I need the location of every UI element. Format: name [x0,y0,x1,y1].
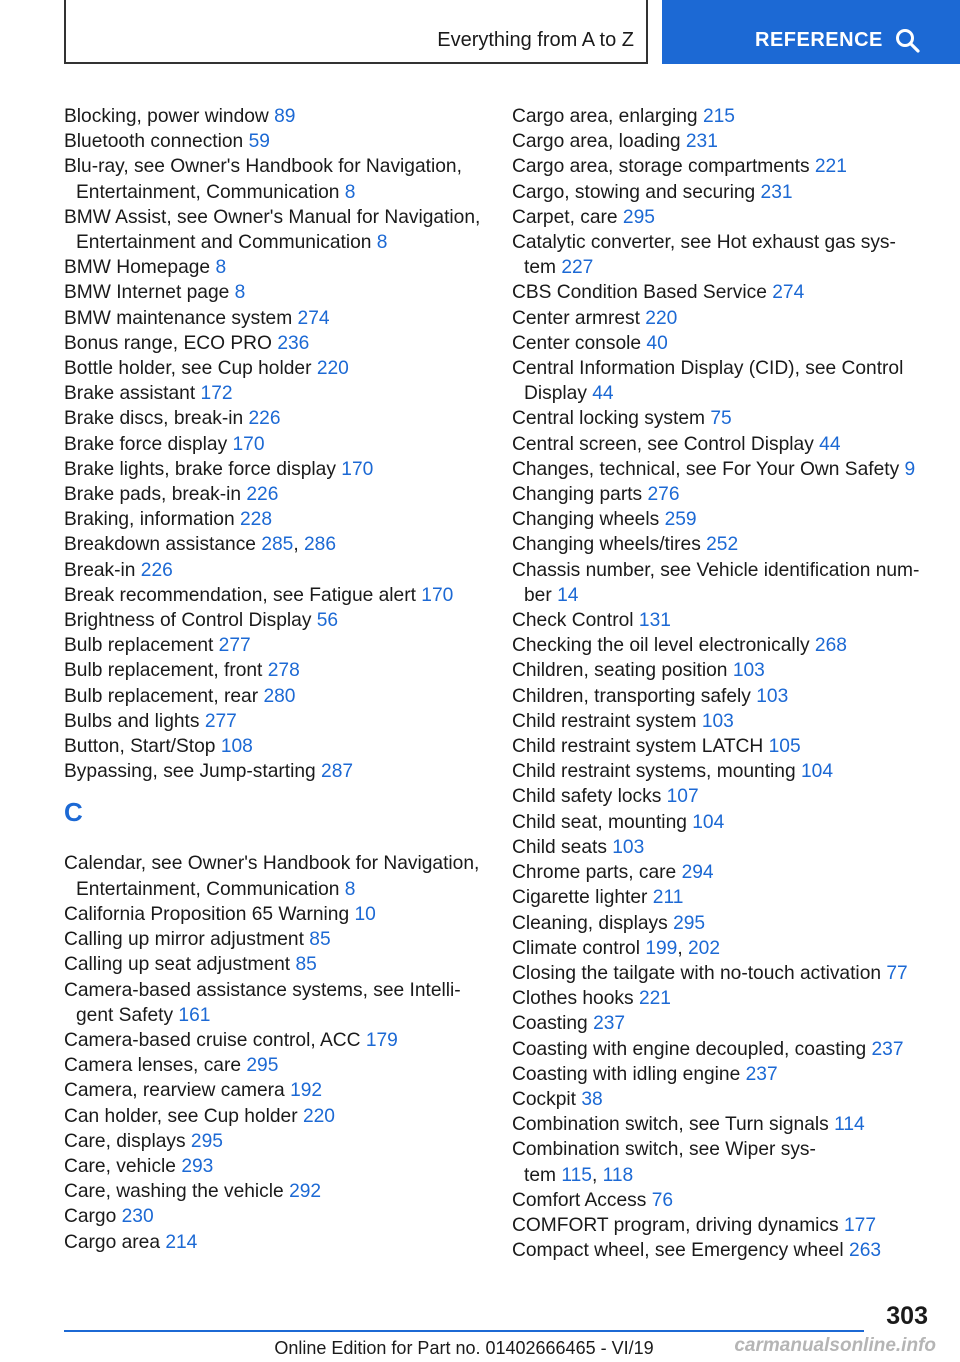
entry-term: Child restraint system LATCH [512,736,764,758]
page-link[interactable]: 237 [745,1063,778,1085]
index-entry [512,154,926,179]
entry-term: Cargo area, storage compartments [512,156,810,178]
entry-term: Changing wheels [512,509,660,531]
page-link[interactable]: 103 [732,660,765,682]
entry-term: Cockpit [512,1088,576,1110]
page-link[interactable]: 236 [277,332,310,354]
entry-term: Bulbs and lights [64,710,200,732]
page-link[interactable]: 103 [701,710,734,732]
index-entry [64,583,484,608]
index-entry: Breakdown assistance 285, 286 [64,534,337,556]
page-link[interactable]: 295 [622,206,655,228]
index-entry [64,1078,484,1103]
entry-term-continued: tem [524,257,556,279]
index-entry [64,356,484,381]
index-entry [512,1188,926,1213]
index-entry [64,709,484,734]
entry-term: Cigarette lighter [512,887,648,909]
index-entry [512,709,926,734]
index-entry [64,1204,484,1229]
entry-term: Bypassing, see Jump-starting [64,761,316,783]
entry-term: Bluetooth connection [64,131,244,153]
entry-term: Changing parts [512,484,643,506]
entry-term: Central locking system [512,408,706,430]
entry-term: Cargo area [64,1231,160,1253]
page-link[interactable]: 295 [673,912,706,934]
index-entry [512,331,926,356]
entry-term: Checking the oil level electronically [512,635,810,657]
index-entry [64,381,484,406]
entry-term: Camera lenses, care [64,1055,242,1077]
entry-term: Children, seating position [512,660,728,682]
entry-term: Children, transporting safely [512,685,751,707]
entry-term: BMW maintenance system [64,307,293,329]
page-link[interactable]: 170 [341,458,374,480]
entry-term: BMW Internet page [64,282,230,304]
entry-term: Cargo, stowing and securing [512,181,756,203]
page-link[interactable]: 103 [756,685,789,707]
page-link[interactable]: 295 [246,1055,279,1077]
page-link[interactable]: 44 [819,433,841,455]
index-entry [64,1028,484,1053]
page-link[interactable]: 8 [234,282,246,304]
index-entry [512,885,926,910]
entry-term: Combination switch, see Turn signals [512,1114,829,1136]
entry-term: Bonus range, ECO PRO [64,332,272,354]
index-entry [512,1213,926,1238]
entry-term: Camera, rearview camera [64,1080,285,1102]
page-link[interactable]: 89 [274,106,296,127]
page-link[interactable]: 237 [593,1013,626,1035]
entry-term: Bulb replacement, front [64,660,263,682]
index-entry [512,306,926,331]
watermark: carmanualsonline.info [734,1335,936,1356]
index-entry [64,734,484,759]
entry-term: Compact wheel, see Emergency wheel [512,1240,844,1262]
entry-term: Coasting with engine decoupled, coasting [512,1038,867,1060]
page-link[interactable]: 40 [646,332,668,354]
index-entry [512,684,926,709]
index-entry [512,230,926,280]
page-link[interactable]: 274 [772,282,805,304]
search-icon[interactable] [895,28,921,54]
entry-term-continued: Entertainment, Communication [76,878,340,900]
page-link[interactable]: 280 [263,685,296,707]
entry-term: Carpet, care [512,206,618,228]
page-link[interactable]: 199 [645,937,678,959]
page-link[interactable]: 274 [297,307,330,329]
entry-term: Coasting [512,1013,588,1035]
index-entry [64,658,484,683]
page-link[interactable]: 103 [612,836,645,858]
index-entry [512,633,926,658]
entry-term: Can holder, see Cup holder [64,1105,298,1127]
entry-term: Brake discs, break-in [64,408,244,430]
entry-term: Child seat, mounting [512,811,687,833]
page-link[interactable]: 8 [215,257,227,279]
page-link[interactable]: 214 [165,1231,198,1253]
page-link[interactable]: 10 [354,903,376,925]
index-entry [512,180,926,205]
entry-term: Bulb replacement [64,635,214,657]
index-entry [512,986,926,1011]
index-entry [64,1104,484,1129]
entry-term: Central Information Display (CID), see Control [512,358,904,380]
entry-term: Blocking, power window [64,106,269,127]
entry-term: BMW Homepage [64,257,211,279]
index-entry [64,902,484,927]
entry-term: Changes, technical, see For Your Own Safety [512,458,900,480]
index-entry [512,784,926,809]
page-link[interactable]: 221 [814,156,847,178]
page-link[interactable]: 85 [295,954,317,976]
index-entry [64,406,484,431]
index-entry: Combination switch, see Wiper sys- tem 115, 118 [512,1139,816,1186]
index-entry [64,104,484,129]
index-entry [512,911,926,936]
entry-term-continued: tem [524,1164,556,1186]
page-link[interactable]: 230 [121,1206,154,1228]
index-entry [512,558,926,608]
index-entry [64,1154,484,1179]
index-entry [64,507,484,532]
index-entry [64,851,484,901]
page-link[interactable]: 231 [760,181,793,203]
page-link[interactable]: 9 [904,458,916,480]
entry-term: Brake pads, break-in [64,484,242,506]
entry-term: Brake lights, brake force display [64,458,336,480]
page-link[interactable]: 285 [261,534,294,556]
index-entry [64,457,484,482]
page-link[interactable]: 179 [365,1029,398,1051]
index-entry [512,860,926,885]
footer-rule [64,1330,864,1332]
entry-term: Check Control [512,610,634,632]
page-link[interactable]: 226 [248,408,281,430]
entry-term: Closing the tailgate with no-touch activation [512,962,882,984]
page-link[interactable]: 104 [692,811,725,833]
entry-term: California Proposition 65 Warning [64,903,350,925]
page-link[interactable]: 14 [557,584,579,606]
page-link[interactable]: 295 [190,1130,223,1152]
index-entry [512,608,926,633]
entry-term: Bulb replacement, rear [64,685,259,707]
entry-term: Comfort Access [512,1189,647,1211]
index-entry [64,331,484,356]
page-link[interactable]: 115 [561,1164,592,1186]
page-link[interactable]: 105 [768,736,801,758]
entry-term: Central screen, see Control Display [512,433,814,455]
page-link[interactable]: 177 [843,1214,876,1236]
index-entry [512,280,926,305]
entry-term: Calendar, see Owner's Handbook for Navigation, [64,853,480,875]
page-link[interactable]: 277 [204,710,237,732]
edition-note: Online Edition for Part no. 01402666465 - VI/19 [274,1338,654,1358]
entry-term: Changing wheels/tires [512,534,701,556]
entry-term: Cargo area, loading [512,131,681,153]
page-link[interactable]: 211 [652,887,684,909]
page-link[interactable]: 259 [664,509,697,531]
index-entry [512,1062,926,1087]
index-entry [512,482,926,507]
entry-term: Catalytic converter, see Hot exhaust gas sys- [512,232,896,254]
entry-term: Center armrest [512,307,640,329]
index-entry [512,759,926,784]
index-entry [512,1037,926,1062]
entry-term: Child restraint systems, mounting [512,761,796,783]
entry-term: Cargo area, enlarging [512,106,698,127]
entry-term: BMW Assist, see Owner's Manual for Navigation, [64,206,481,228]
page-link[interactable]: 8 [344,878,356,900]
index-entry [64,1053,484,1078]
index-entry [64,952,484,977]
entry-term: Coasting with idling engine [512,1063,741,1085]
index-entry [64,154,484,204]
page-link[interactable]: 294 [681,862,714,884]
index-entry [64,927,484,952]
index-entry [512,835,926,860]
page-link[interactable]: 8 [376,232,388,254]
page-link[interactable]: 292 [289,1181,322,1203]
entry-term: Child safety locks [512,786,662,808]
page-link[interactable]: 118 [602,1164,634,1186]
page-link[interactable]: 220 [302,1105,335,1127]
page-link[interactable]: 59 [248,131,270,153]
entry-term: COMFORT program, driving dynamics [512,1214,839,1236]
page-link[interactable]: 38 [581,1088,603,1110]
page-link[interactable]: 221 [638,988,671,1010]
page-link[interactable]: 286 [304,534,337,556]
header-section-box [64,0,648,64]
page-link[interactable]: 278 [267,660,300,682]
index-entry [64,608,484,633]
page-link[interactable]: 85 [309,929,331,951]
index-entry [512,961,926,986]
page-link[interactable]: 75 [710,408,732,430]
entry-term: Camera-based assistance systems, see Intelli- [64,979,461,1001]
page-link[interactable]: 252 [706,534,739,556]
index-entry [512,734,926,759]
index-entry [64,684,484,709]
page-link[interactable]: 293 [181,1155,214,1177]
page-link[interactable]: 77 [886,962,908,984]
index-entry [64,1230,484,1255]
index-entry [512,532,926,557]
entry-term-continued: ber [524,584,552,606]
page-link[interactable]: 228 [239,509,272,531]
entry-term: Break-in [64,559,136,581]
entry-term-continued: Entertainment, Communication [76,181,340,203]
page-link[interactable]: 276 [647,484,680,506]
entry-term: Bottle holder, see Cup holder [64,358,312,380]
page-link[interactable]: 237 [871,1038,904,1060]
entry-term-continued: gent Safety [76,1004,174,1026]
entry-term: Clothes hooks [512,988,634,1010]
page-link[interactable]: 192 [290,1080,323,1102]
index-letter-heading: C [64,797,83,828]
entry-term: Child restraint system [512,710,697,732]
entry-term: Center console [512,332,642,354]
index-entry [512,129,926,154]
entry-term: Breakdown assistance [64,534,256,556]
index-entry: Climate control 199, 202 [512,937,721,959]
entry-term: Care, washing the vehicle [64,1181,284,1203]
page-number: 303 [886,1302,928,1330]
entry-term: Care, vehicle [64,1155,176,1177]
page-link[interactable]: 108 [220,736,253,758]
index-entry [64,978,484,1028]
index-entry [512,406,926,431]
page-link[interactable]: 220 [316,358,349,380]
entry-term: Button, Start/Stop [64,736,216,758]
index-entry [512,1112,926,1137]
entry-term-continued: Display [524,383,587,405]
index-column-left [64,104,484,1255]
entry-term: Chrome parts, care [512,862,677,884]
entry-term: Braking, information [64,509,235,531]
index-entry [512,356,926,406]
page-link[interactable]: 56 [316,610,339,632]
entry-term: Break recommendation, see Fatigue alert [64,584,416,606]
chapter-label: REFERENCE [755,29,883,51]
index-entry [512,658,926,683]
page-link[interactable]: 202 [688,937,721,959]
entry-term: Brake force display [64,433,228,455]
index-entry [64,432,484,457]
entry-term: Climate control [512,937,640,959]
entry-term: Combination switch, see Wiper sys- [512,1139,816,1161]
index-entry [64,255,484,280]
index-entry [64,1129,484,1154]
index-entry [512,507,926,532]
index-entry [512,432,926,457]
entry-term-continued: Entertainment and Communication [76,232,372,254]
index-entry [512,1238,926,1263]
page-link[interactable]: 170 [232,433,265,455]
index-entry [64,306,484,331]
index-entry [64,205,484,255]
page-link[interactable]: 227 [561,257,594,279]
index-entry [512,1087,926,1112]
index-entry [64,633,484,658]
page-link[interactable]: 104 [801,761,834,783]
page-link[interactable]: 172 [200,383,233,405]
page-link[interactable]: 76 [651,1189,674,1211]
chapter-tab[interactable] [662,0,960,64]
page-link[interactable]: 131 [638,610,671,632]
page-link[interactable]: 287 [321,761,354,783]
section-title: Everything from A to Z [437,29,634,51]
page-link[interactable]: 170 [421,584,454,606]
index-entry [64,759,484,784]
index-entry [512,457,926,482]
page-link[interactable]: 114 [834,1114,865,1136]
entry-term: Cleaning, displays [512,912,668,934]
entry-term: Brake assistant [64,383,196,405]
index-entry [512,810,926,835]
entry-term: Camera-based cruise control, ACC [64,1029,361,1051]
page-link[interactable]: 44 [592,383,614,405]
entry-term: Cargo [64,1206,117,1228]
index-column-right [512,104,926,1263]
page-link[interactable]: 263 [849,1240,882,1262]
entry-term: Child seats [512,836,607,858]
entry-term: CBS Condition Based Service [512,282,767,304]
page-link[interactable]: 231 [685,131,718,153]
entry-term: Calling up mirror adjustment [64,929,304,951]
page-link[interactable]: 8 [344,181,356,203]
page-link[interactable]: 226 [246,484,279,506]
page-link[interactable]: 226 [140,559,173,581]
index-entry [64,280,484,305]
page-link[interactable]: 268 [814,635,847,657]
page-link[interactable]: 161 [178,1004,211,1026]
page-link[interactable]: 215 [702,106,735,127]
page-link[interactable]: 277 [218,635,251,657]
index-entry [64,1179,484,1204]
index-entry [512,205,926,230]
index-entry [64,558,484,583]
entry-term: Calling up seat adjustment [64,954,291,976]
page-link[interactable]: 220 [645,307,678,329]
index-entry [512,1011,926,1036]
page-link[interactable]: 107 [666,786,699,808]
entry-term: Brightness of Control Display [64,610,312,632]
entry-term: Chassis number, see Vehicle identification num- [512,559,920,581]
index-entry [64,129,484,154]
entry-term: Care, displays [64,1130,186,1152]
index-entry [512,104,926,129]
index-entry [64,482,484,507]
entry-term: Blu-ray, see Owner's Handbook for Navigation, [64,156,462,178]
